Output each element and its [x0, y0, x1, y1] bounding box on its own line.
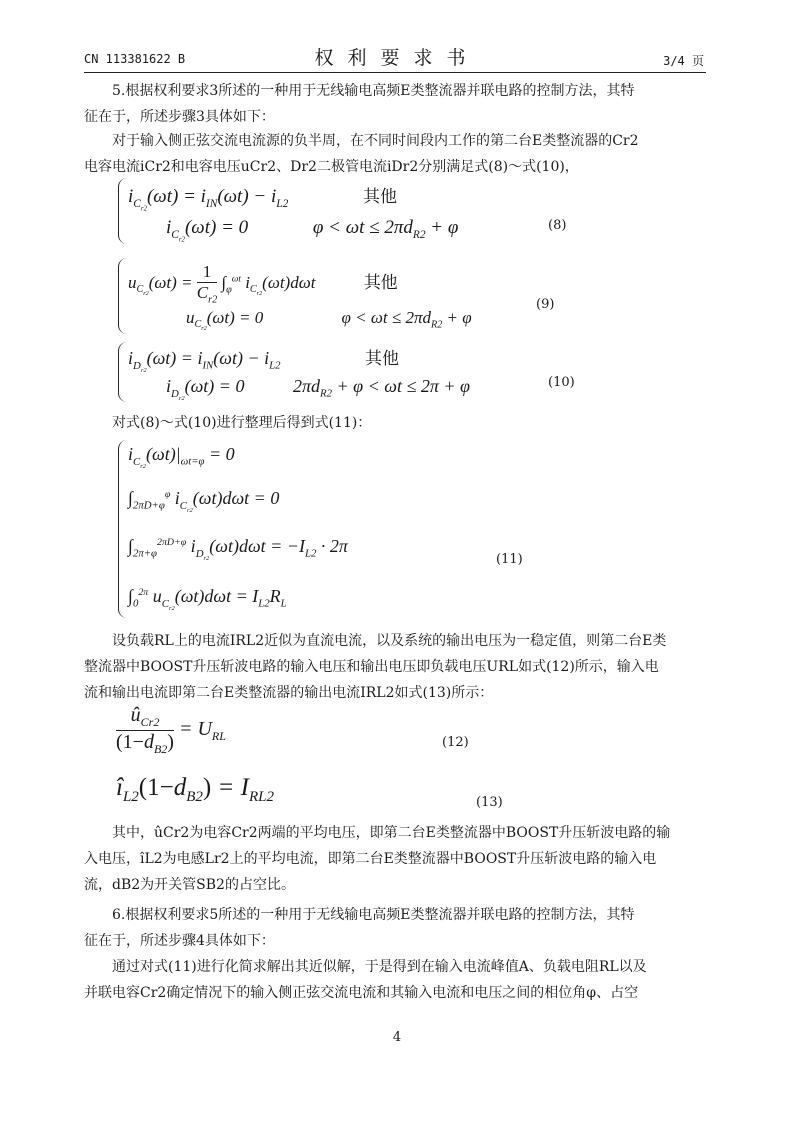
claim5-para1-line2: 电容电流iCr2和电容电压uCr2、Dr2二极管电流iDr2分别满足式(8)～式(10)， — [84, 159, 579, 175]
page-number: 4 — [392, 1030, 402, 1045]
claim5-para4 — [84, 820, 708, 898]
eq13: $î_{L2}(1-d_{B2}) = I_{RL2}$ — [116, 774, 274, 805]
eq10-row2 — [166, 376, 470, 402]
eq11-row3: $\int_{2\pi+\varphi}^{2\pi D+\varphi}$ $i_{D_{r2}}(\omega t)d\omega t = -I_{L2} \cdot 2\pi$ — [128, 536, 348, 562]
document-title: 权利要求书 — [314, 47, 480, 69]
claim5-para3-line2: 整流器中BOOST升压斩波电路的输入电压和输出电压即负载电压URL如式(12)所示，输入电 — [84, 659, 659, 675]
eq11-number: (11) — [496, 552, 523, 567]
eq12-number: (12) — [442, 735, 469, 750]
eq8-row2 — [166, 217, 458, 243]
claim6-line2: 征在于，所述步骤4具体如下： — [84, 933, 275, 949]
eq12-fraction: $\frac{û_{Cr2}}{(1-d_{B2})}$ — [116, 704, 174, 756]
claim5-intro — [84, 78, 708, 130]
eq8-brace — [118, 178, 127, 244]
claim5-para4-line3: 流，dB2为开关管SB2的占空比。 — [84, 877, 295, 893]
eq9-row2-formula: $u_{C_{r2}}(\omega t) = 0$ — [186, 308, 264, 333]
claim5-para3-line1: 设负载RL上的电流IRL2近似为直流电流，以及系统的输出电压为一稳定值，则第二台E类 — [112, 633, 667, 649]
claim5-para3 — [84, 628, 708, 706]
claim6 — [84, 902, 708, 1006]
claim6-line1: 6.根据权利要求5所述的一种用于无线输电高频E类整流器并联电路的控制方法，其特 — [112, 907, 635, 923]
eq9-row1 — [128, 262, 398, 305]
eq9-row2-cond: $\varphi < \omega t \le 2\pi d_{R2} + \varphi$ — [341, 308, 472, 331]
eq11-row1: $i_{C_{r2}}(\omega t)|_{\omega t=\varphi} = 0$ — [128, 444, 235, 470]
eq8-row1-formula: $i_{C_{r2}}(\omega t) = i_{IN}(\omega t) - i_{L2}$ — [128, 186, 289, 213]
eq12: $\frac{û_{Cr2}}{(1-d_{B2})}$ = $U_{RL}$ — [116, 704, 226, 756]
eq9-fraction: $\frac{1}{C_{r2}}$ — [196, 262, 218, 306]
eq8-row2-formula: $i_{C_{r2}}(\omega t) = 0$ — [166, 217, 249, 244]
header-divider — [84, 72, 706, 73]
eq10-number: (10) — [548, 375, 575, 390]
eq9-number: (9) — [536, 297, 555, 312]
eq11-row2: $\int_{2\pi D+\varphi}^\varphi$ $i_{C_{r2}}(\omega t)d\omega t = 0$ — [128, 488, 280, 514]
claim5-para2-text: 对式(8)～式(10)进行整理后得到式(11)： — [112, 415, 372, 431]
claim5-para4-line1: 其中，ûCr2为电容Cr2两端的平均电压，即第二台E类整流器中BOOST升压斩波电路的输 — [112, 825, 671, 841]
claim6-line4: 并联电容Cr2确定情况下的输入侧正弦交流电流和其输入电流和电压之间的相位角φ、占空 — [84, 985, 639, 1001]
eq9-row1-cond: 其他 — [363, 272, 398, 293]
claim5-para3-line3: 流和输出电流即第二台E类整流器的输出电流IRL2如式(13)所示： — [84, 685, 494, 701]
claim5-para2 — [84, 410, 708, 436]
eq9-row1-formula: $u_{C_{r2}}(\omega t)$ = $\frac{1}{C_{r2}}$ $\int_\varphi^{\omega t}$ $i_{C_{r2}}(\omega t)d\omega t$ — [128, 262, 316, 306]
eq13-number: (13) — [476, 795, 503, 810]
claim5-line2: 征在于，所述步骤3具体如下： — [84, 109, 275, 125]
claim5-para1-line1: 对于输入侧正弦交流电流源的负半周，在不同时间段内工作的第二台E类整流器的Cr2 — [112, 133, 639, 149]
eq10-row1 — [128, 344, 399, 374]
eq9-row2 — [186, 308, 472, 332]
claim6-line3: 通过对式(11)进行化简求解出其近似解，于是得到在输入电流峰值A、负载电阻RL以及 — [112, 959, 647, 975]
claim5-line1: 5.根据权利要求3所述的一种用于无线输电高频E类整流器并联电路的控制方法，其特 — [112, 83, 635, 99]
eq8-row1-cond: 其他 — [363, 187, 398, 207]
eq11-row4: $\int_0^{2\pi}$ $u_{C_{r2}}(\omega t)d\omega t = I_{L2}R_L$ — [128, 586, 287, 612]
eq10-row2-cond: $2\pi d_{R2} + \varphi < \omega t \le 2\pi + \varphi$ — [292, 376, 470, 400]
eq8-number: (8) — [548, 218, 567, 233]
eq11-brace — [118, 440, 127, 618]
claim5-para4-line2: 入电压，îL2为电感Lr2上的平均电流，即第二台E类整流器中BOOST升压斩波电路的输入电 — [84, 851, 657, 867]
patent-number: CN 113381622 B — [84, 52, 186, 66]
eq10-brace — [118, 342, 127, 402]
claim5-para1 — [84, 128, 708, 180]
eq8-row2-cond: $\varphi < \omega t \le 2\pi d_{R2} + \varphi$ — [312, 217, 459, 241]
page-indicator: 3/4 页 — [663, 54, 704, 68]
eq10-row1-cond: 其他 — [365, 349, 400, 369]
eq10-row2-formula: $i_{D_{r2}}(\omega t) = 0$ — [166, 376, 245, 402]
eq9-brace — [118, 258, 127, 334]
eq10-row1-formula: $i_{D_{r2}}(\omega t) = i_{IN}(\omega t) - i_{L2}$ — [128, 348, 281, 374]
eq8-row1 — [128, 182, 397, 212]
